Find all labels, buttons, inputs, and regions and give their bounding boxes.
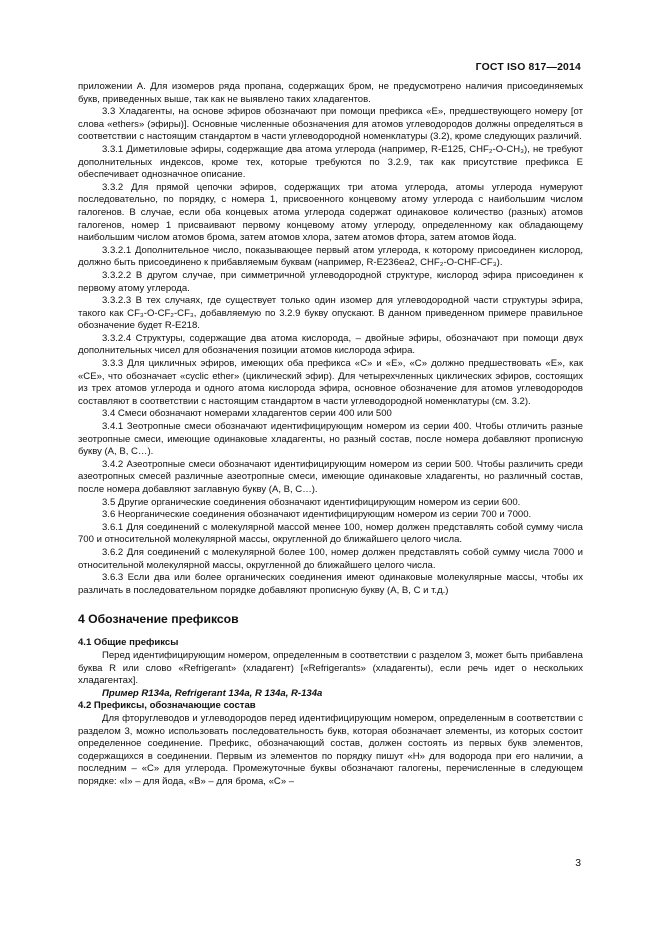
- paragraph-3-3-3: 3.3.3 Для цикличных эфиров, имеющих оба префикса «С» и «Е», «С» должно предшествовать «Е», как «СЕ», что обозначает «cyclic ether» (циклический эфир). Для четырехчленных циклических эфиров, состоящих из трех атомов углерода и одного атома кислорода эфира, основное обозначение для атомов углеводородов составляют в соответствии с настоящим стандартом в части углеводородной номенклатуры (см. 3.2).: [78, 358, 583, 407]
- paragraph-3-3-2-1: 3.3.2.1 Дополнительное число, показывающее первый атом углерода, к которому присоединен кислород, должно быть присоединено к прибавляемым буквам (например, R-E236ea2, CHF₂-O-CHF-CF₃).: [78, 244, 583, 269]
- paragraph-3-6-1: 3.6.1 Для соединений с молекулярной массой менее 100, номер должен представлять собой сумму числа 700 и относительной молекулярной массы, округленной до ближайшего целого числа.: [78, 521, 583, 546]
- paragraph-3-5: 3.5 Другие органические соединения обозначают идентифицирующим номером из серии 600.: [102, 496, 521, 508]
- paragraph-3-3: 3.3 Хладагенты, на основе эфиров обозначают при помощи префикса «Е», предшествующего номеру [от слова «ethers» (эфиры)]. Основные численные обозначения для атомов углеводородов должны определяться в соответствии с настоящим стандартом в части углеводородной номенклатуры (3.2), кроме следующих различий.: [78, 106, 583, 143]
- paragraph: приложении А. Для изомеров ряда пропана, содержащих бром, не предусмотрено наличия присоединяемых букв, приведенных выше, так как не выявлено таких хладагентов.: [78, 81, 583, 105]
- paragraph-4-2: Для фторуглеводов и углеводородов перед идентифицирующим номером, определенным в соответствии с разделом 3, можно использовать последовательность букв, которая обозначает элементы, из которых состоит определенное соединение. Префикс, обозначающий состав, должен состоять из первых букв элементов, содержащихся в соединении. Первым из элементов по порядку пишут «Н» для водорода при его наличии, а последним – «С» для углерода. Промежуточные буквы обозначают галогены, перечисленные в следующем порядке: «I» – для йода, «В» – для брома, «С» –: [78, 712, 583, 787]
- paragraph-3-6-3: 3.6.3 Если два или более органических соединения имеют одинаковые молекулярные массы, чтобы их различать в последовательном порядке добавляют прописную букву (А, В, С и т.д.): [78, 572, 583, 596]
- example-line: Пример R134a, Refrigerant 134a, R 134a, R-134a: [102, 687, 323, 699]
- subsection-4-1-heading: 4.1 Общие префиксы: [78, 637, 179, 649]
- page-number: 3: [575, 858, 581, 869]
- section-4-heading: 4 Обозначение префиксов: [78, 612, 239, 627]
- document-body: [78, 81, 583, 788]
- paragraph-3-3-2-4: 3.3.2.4 Структуры, содержащие два атома кислорода, – двойные эфиры, обозначают при помощи двух дополнительных чисел для обозначения позиции атомов кислорода эфира.: [78, 332, 583, 357]
- paragraph-3-3-1: 3.3.1 Диметиловые эфиры, содержащие два атома углерода (например, R-E125, CHF₂-O-CH₃), не требуют дополнительных индексов, кроме тех, которые требуются по 3.2.9, так как присутствие префикса Е обеспечивает однозначное описание.: [78, 143, 583, 181]
- paragraph-4-1: Перед идентифицирующим номером, определенным в соответствии с разделом 3, может быть прибавлена буква R или слово «Refrigerant» (хладагент) [«Refrigerants» (хладагенты), если речь идет о нескольких хладагентах].: [78, 649, 583, 687]
- paragraph-3-3-2-3: 3.3.2.3 В тех случаях, где существует только один изомер для углеводородной части структуры эфира, такого как CF₃-O-CF₂-CF₃, добавляемую по 3.2.9 букву опускают. В данном приведенном примере правильное обозначение будет R-E218.: [78, 295, 583, 332]
- paragraph-3-6-2: 3.6.2 Для соединений с молекулярной более 100, номер должен представлять собой сумму числа 7000 и относительной молекулярной массы, округленной до ближайшего целого числа.: [78, 546, 583, 571]
- paragraph-3-4-1: 3.4.1 Зеотропные смеси обозначают идентифицирующим номером из серии 400. Чтобы отличить разные зеотропные смеси, имеющие одинаковые хладагенты, но разный состав, после номера добавляют прописную букву (А, В, С…).: [78, 421, 583, 458]
- paragraph-3-3-2-2: 3.3.2.2 В другом случае, при симметричной углеводородной структуре, кислород эфира присоединен к первому атому углерода.: [78, 269, 583, 294]
- paragraph-3-6: 3.6 Неорганические соединения обозначают идентифицирующим номером из серии 700 и 7000.: [102, 509, 532, 521]
- paragraph-3-4: 3.4 Смеси обозначают номерами хладагентов серии 400 или 500: [102, 408, 392, 420]
- document-header: ГОСТ ISO 817—2014: [475, 62, 581, 73]
- subsection-4-2-heading: 4.2 Префиксы, обозначающие состав: [78, 700, 256, 712]
- paragraph-3-4-2: 3.4.2 Азеотропные смеси обозначают идентифицирующим номером из серии 500. Чтобы различить среди азеотропных смесей различные азеотропные смеси, имеющие одинаковые хладагенты, но различный состав, после номера добавляют заглавную букву (А, В, С…).: [78, 458, 583, 495]
- paragraph-3-3-2: 3.3.2 Для прямой цепочки эфиров, содержащих три атома углерода, атомы углерода нумеруют последовательно, по порядку, с номера 1, присвоенного концевому атому углерода с наибольшим числом галогенов. В случае, если оба концевых атома углерода содержат одинаковое количество (разных) атомов галогенов, номер 1 присваивают первому концевому атому углероду, определенному как обладающему наибольшим числом атомов брома, затем атомов хлора, затем атомов фтора, затем атомов йода.: [78, 181, 583, 244]
